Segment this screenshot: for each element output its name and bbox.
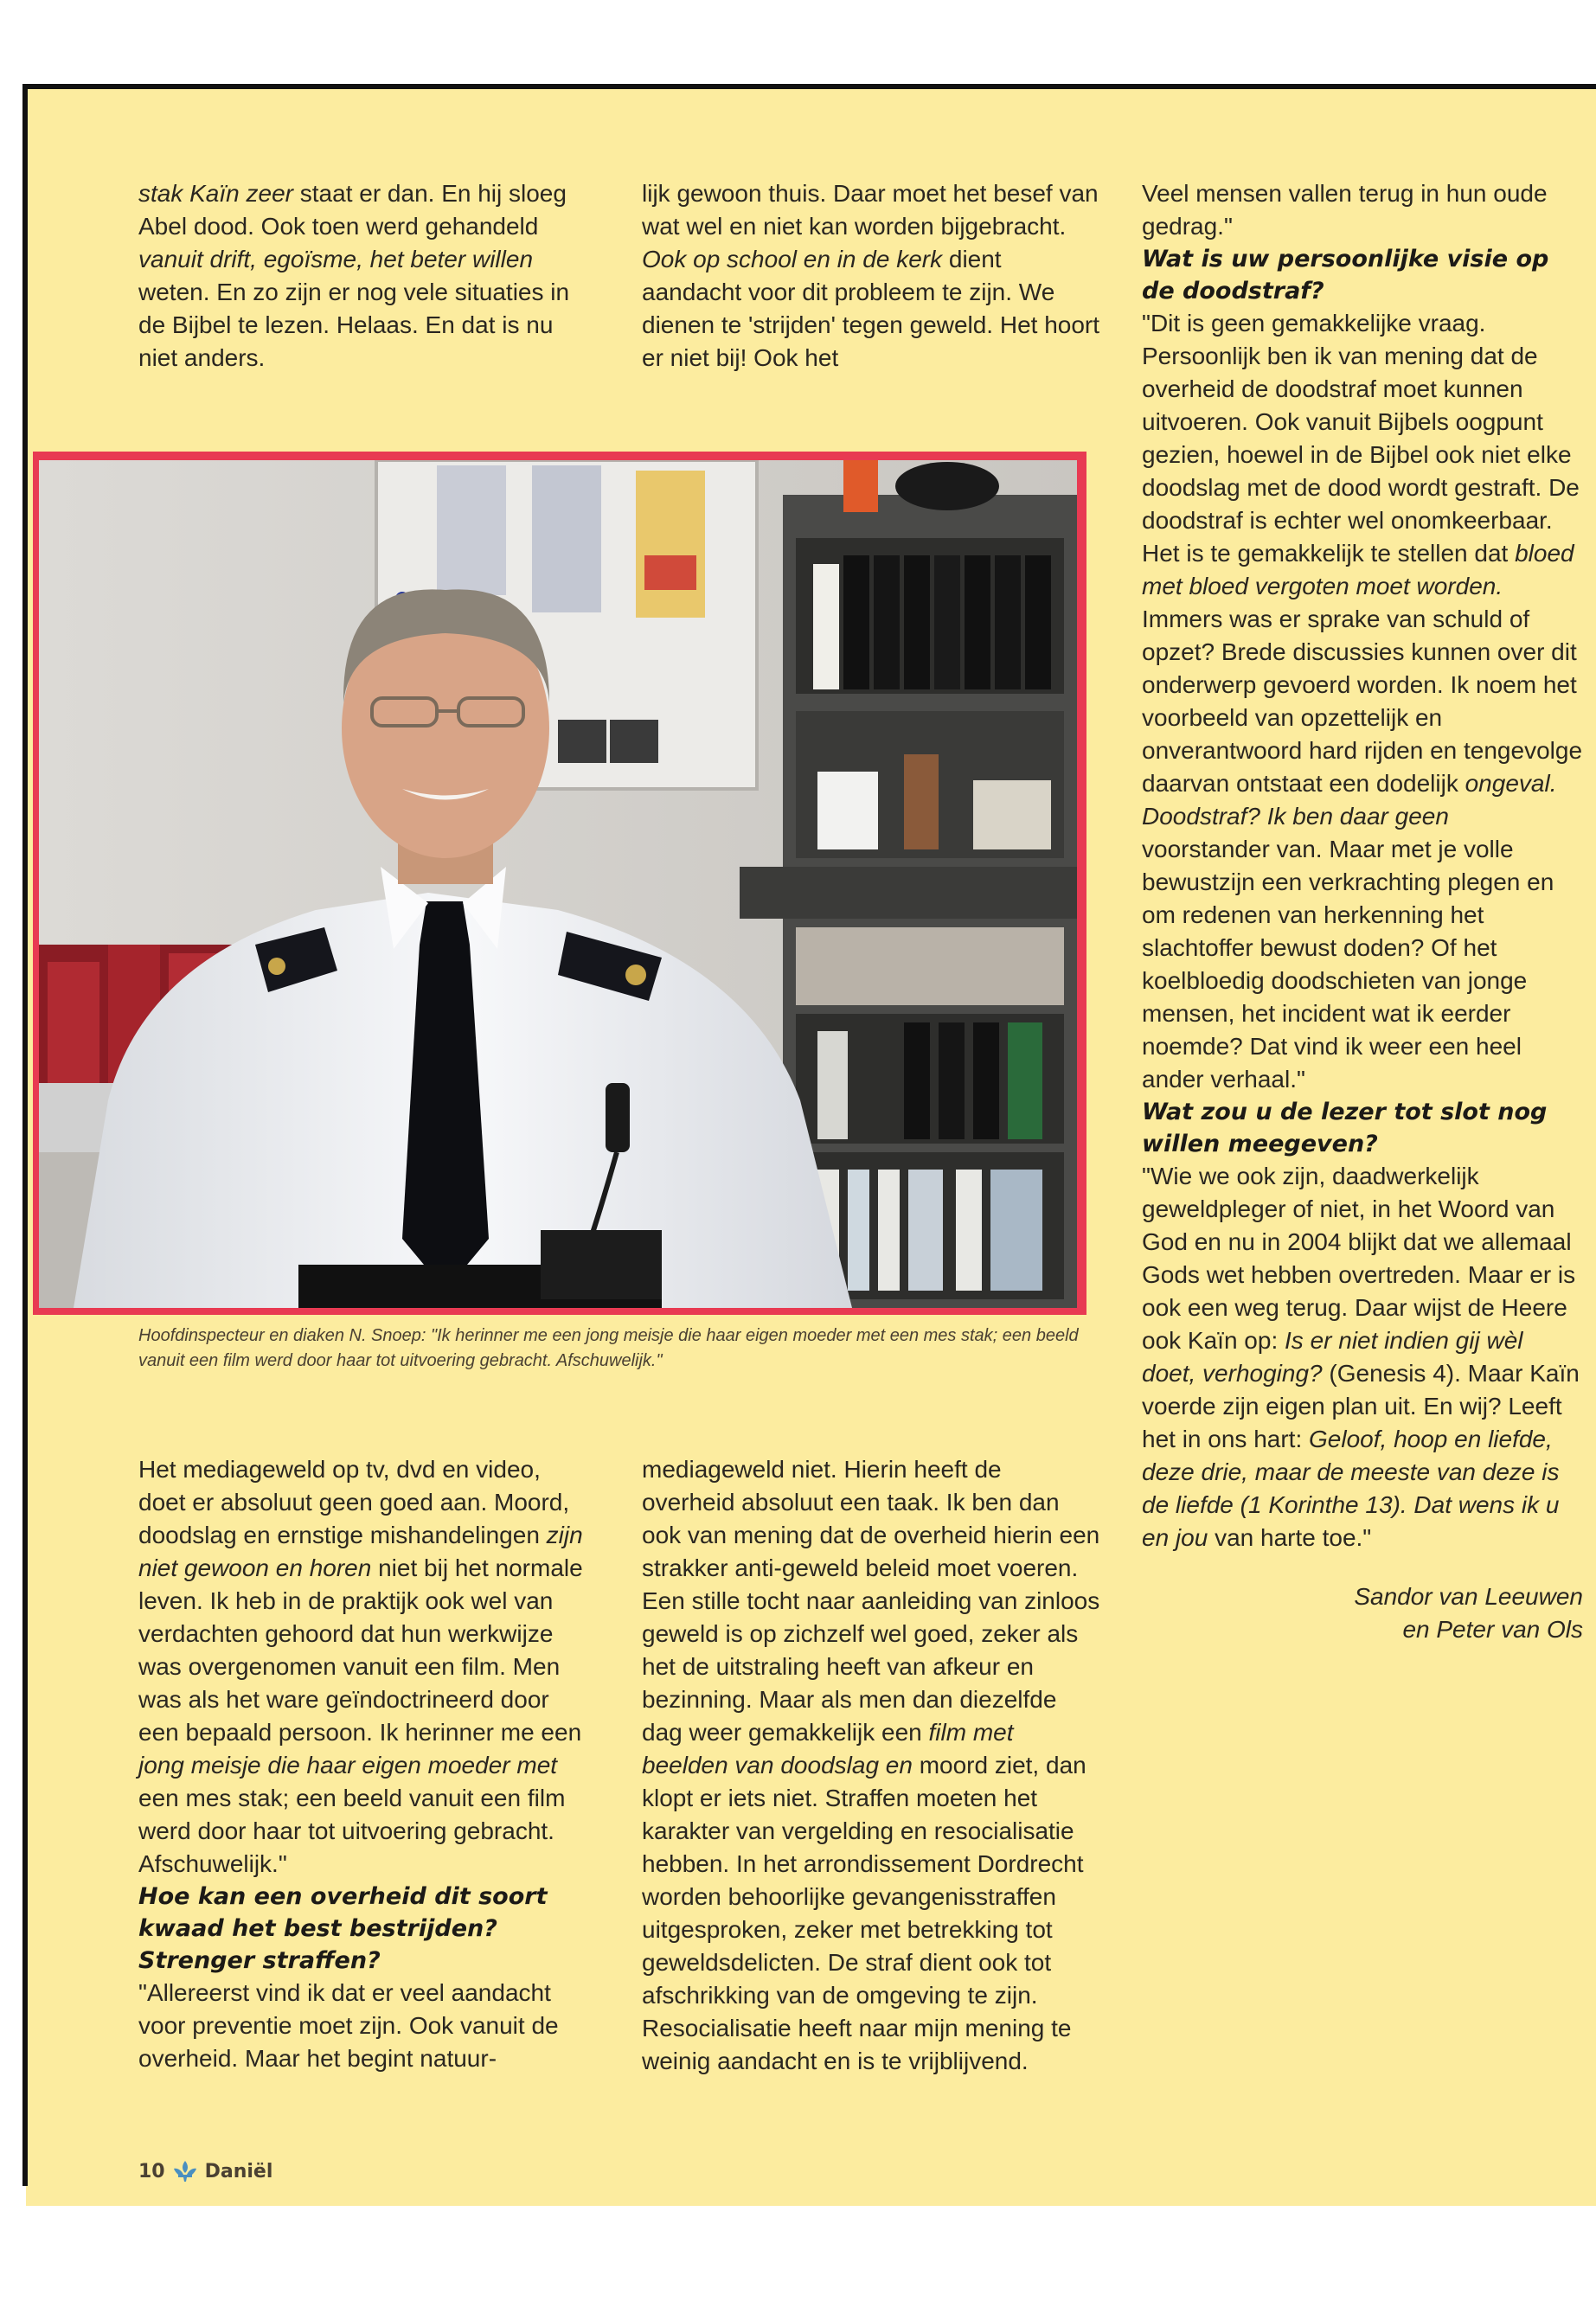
text-italic: stak Kaïn zeer <box>138 180 293 207</box>
text: dient aandacht voor dit probleem te zijn. We dienen te 'strijden' tegen geweld. Het hoort er niet bij! Ook het <box>642 246 1100 371</box>
scan-edge-top <box>24 84 1596 89</box>
paragraph: Veel mensen vallen terug in hun oude gedrag." <box>1142 180 1548 240</box>
paragraph <box>138 177 588 375</box>
text: "Wie we ook zijn, daadwerkelijk geweldpleger of niet, in het Woord van God en nu in 2004 blijkt dat we allemaal Gods wet hebben overtreden. Maar er is ook een weg terug. Daar wijst de Heere ook Kaïn op: <box>1142 1163 1576 1354</box>
magazine-name: Daniël <box>204 2160 273 2182</box>
text-italic: ongeval. Doodstraf? Ik ben daar geen <box>1142 770 1557 830</box>
paragraph <box>642 177 1100 375</box>
officer-photo <box>39 460 1077 1308</box>
paragraph: "Allereerst vind ik dat er veel aandacht voor preventie moet zijn. Ook vanuit de overheid. Maar het begint natuur- <box>138 1979 559 2072</box>
text-italic: bloed met bloed vergoten moet worden. <box>1142 540 1574 599</box>
text: lijk gewoon thuis. Daar moet het besef van wat wel en niet kan worden bijgebracht. <box>642 180 1099 240</box>
article-column-5 <box>642 1453 1100 2078</box>
interview-question: Wat is uw persoonlijke visie op de doodstraf? <box>1142 246 1549 304</box>
paragraph <box>138 1453 588 1881</box>
text-italic: Is er niet indien gij wèl doet, verhoging? <box>1142 1327 1523 1387</box>
scan-edge-left <box>22 84 28 2186</box>
article-column-4 <box>138 1453 588 2075</box>
text: niet bij het normale leven. Ik heb in de praktijk ook wel van verdachten gehoord dat hun werkwijze was overgenomen vanuit een film. Men was als het ware geïndoctrineerd door een bepaald persoon. Ik herinner me een <box>138 1554 583 1746</box>
insignia-icon <box>625 965 646 985</box>
interview-question: Wat zou u de lezer tot slot nog willen meegeven? <box>1142 1099 1548 1157</box>
article-column-2 <box>642 177 1100 375</box>
text: Het mediageweld op tv, dvd en video, doet er absoluut geen goed aan. Moord, doodslag en ernstige mishandelingen <box>138 1456 570 1548</box>
paragraph <box>1142 1160 1583 1554</box>
author-line: Sandor van Leeuwen <box>1354 1583 1583 1610</box>
interview-question: Hoe kan een overheid dit soort kwaad het best bestrijden? Strenger straffen? <box>138 1883 548 1974</box>
author-signature <box>1142 1580 1583 1646</box>
paragraph: mediageweld niet. Hierin heeft de overheid absoluut een taak. Ik ben dan ook van mening dat de overheid hierin een strakker anti-geweld beleid moet voeren. <box>642 1456 1100 1581</box>
page-footer <box>138 2160 272 2182</box>
text-italic: Ook op school en in de kerk <box>642 246 943 272</box>
text: Immers was er sprake van schuld of opzet? Brede discussies kunnen over dit onderwerp gevoerd worden. Ik noem het voorbeeld van opzettelijk en onverantwoord hard rijden en tengevolge daarvan ontstaat een dodelijk <box>1142 606 1583 797</box>
fleur-de-lis-icon <box>172 2160 198 2182</box>
text-italic: film met beelden van doodslag en <box>642 1719 1014 1779</box>
text: Een stille tocht naar aanleiding van zinloos geweld is op zichzelf wel goed, zeker als het de uitstraling heeft van afkeur en bezinning. Maar als men dan diezelfde dag weer gemakkelijk een <box>642 1587 1100 1746</box>
text: moord ziet, dan klopt er iets niet. Straffen moeten het karakter van vergelding en resocialisatie hebben. In het arrondissement Dordrecht worden behoorlijke gevangenisstraffen uitgesproken, zeker met betrekking tot geweldsdelicten. De straf dient ook tot afschrikking van de omgeving te zijn. Resocialisatie heeft naar mijn mening te weinig aandacht en is te vrijblijvend. <box>642 1752 1086 2074</box>
text: voorstander van. Maar met je volle bewustzijn een verkrachting plegen en om redenen van herkenning het slachtoffer bewust doden? Of het koelbloedig doodschieten van jonge mensen, het incident wat ik eerder noemde? Dat vind ik weer een heel ander verhaal." <box>1142 836 1554 1093</box>
text-italic: vanuit drift, egoïsme, het beter willen <box>138 246 534 272</box>
text: weten. En zo zijn er nog vele situaties in de Bijbel te lezen. Helaas. En dat is nu niet anders. <box>138 279 570 371</box>
photo-caption: Hoofdinspecteur en diaken N. Snoep: "Ik herinner me een jong meisje die haar eigen moeder met een mes stak; een beeld vanuit een film werd door haar tot uitvoering gebracht. Afschuwelijk." <box>138 1326 1079 1370</box>
text: een mes stak; een beeld vanuit een film werd door haar tot uitvoering gebracht. Afschuwelijk." <box>138 1785 566 1877</box>
text-italic: Geloof, hoop en liefde, deze drie, maar de meeste van deze is de liefde (1 Korinthe 13). Dat wens ik u en jou <box>1142 1426 1560 1551</box>
paragraph <box>642 1585 1100 2078</box>
text-italic: jong meisje die haar eigen moeder met <box>138 1752 558 1779</box>
text: van harte toe." <box>1208 1524 1372 1551</box>
page-number: 10 <box>138 2160 165 2182</box>
text: (Genesis 4). Maar Kaïn voerde zijn eigen plan uit. En wij? Leeft het in ons hart: <box>1142 1360 1580 1452</box>
article-column-3 <box>1142 177 1583 1646</box>
article-column-1 <box>138 177 588 375</box>
text: staat er dan. En hij sloeg Abel dood. Ook toen werd gehandeld <box>138 180 567 240</box>
paragraph <box>1142 307 1583 1096</box>
text-italic: zijn niet gewoon en horen <box>138 1522 583 1581</box>
author-line: en Peter van Ols <box>1402 1616 1583 1643</box>
text: "Dit is geen gemakkelijke vraag. Persoonlijk ben ik van mening dat de overheid de doodstraf moet kunnen uitvoeren. Ook vanuit Bijbels oogpunt gezien, hoewel in de Bijbel ook niet elke doodslag met de dood wordt gestraft. De doodstraf is echter wel onomkeerbaar. Het is te gemakkelijk te stellen dat <box>1142 310 1580 567</box>
